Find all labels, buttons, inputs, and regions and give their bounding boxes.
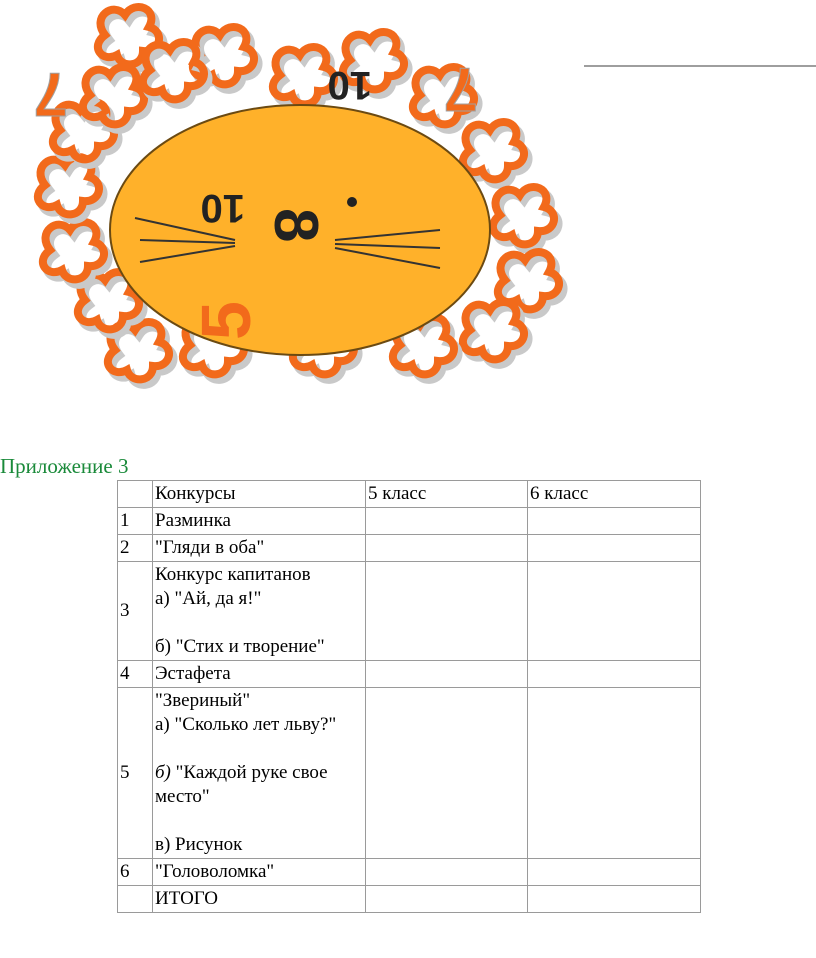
contest-line: Разминка [155,510,231,531]
score-grade-5 [366,562,528,661]
row-number: 5 [118,688,153,859]
table-row [118,535,701,562]
table-row [118,688,701,859]
header-grade-6: 6 класс [528,481,701,508]
table-row [118,661,701,688]
horizontal-rule [584,65,816,67]
line-gap [155,809,363,833]
eye [347,197,357,207]
contest-line: Эстафета [155,663,231,684]
digit-ten-eye: 10 [200,186,245,230]
row-contest [153,508,366,535]
row-contest [153,661,366,688]
digit-seven-left: 7 [33,59,68,128]
row-number: 6 [118,859,153,886]
score-grade-5 [366,859,528,886]
row-number [118,886,153,913]
score-grade-6 [528,535,701,562]
row-number: 4 [118,661,153,688]
score-grade-5 [366,688,528,859]
header-number [118,481,153,508]
contest-line: б) "Стих и творение" [155,636,325,657]
score-grade-5 [366,508,528,535]
contest-line: в) Рисунок [155,834,243,855]
line-gap [155,737,363,761]
row-contest [153,535,366,562]
contest-line: "Гляди в оба" [155,537,265,558]
contest-line: Конкурс капитанов [155,564,311,585]
line-gap [155,611,363,635]
sun-lion-illustration [0,0,580,420]
header-contests: Конкурсы [153,481,366,508]
digit-ten-top: 10 [327,63,372,107]
contest-line: ИТОГО [155,888,219,909]
contests-table [117,480,701,913]
score-grade-6 [528,562,701,661]
contest-line: а) "Сколько лет льву?" [155,714,337,735]
row-contest [153,562,366,661]
contest-line: а) "Ай, да я!" [155,588,262,609]
table-header-row [118,481,701,508]
header-grade-5: 5 класс [366,481,528,508]
score-grade-5 [366,886,528,913]
score-grade-6 [528,508,701,535]
contest-line: место" [155,786,210,807]
score-grade-6 [528,688,701,859]
score-grade-5 [366,661,528,688]
digit-five-mouth: 5 [187,301,265,340]
table-row [118,508,701,535]
row-contest [153,688,366,859]
row-contest [153,886,366,913]
contest-line: "Головоломка" [155,861,275,882]
table-row [118,562,701,661]
item-letter: б) [155,762,171,783]
row-number: 2 [118,535,153,562]
contest-line: "Звериный" [155,690,251,711]
score-grade-6 [528,859,701,886]
table-row-total [118,886,701,913]
score-grade-5 [366,535,528,562]
digit-eight-nose: 8 [261,208,330,243]
digit-seven-right: 7 [443,54,478,123]
score-grade-6 [528,661,701,688]
row-number: 3 [118,562,153,661]
row-number: 1 [118,508,153,535]
table-row [118,859,701,886]
row-contest [153,859,366,886]
score-grade-6 [528,886,701,913]
appendix-heading: Приложение 3 [0,454,129,478]
contest-line: б) "Каждой руке свое [155,762,328,783]
